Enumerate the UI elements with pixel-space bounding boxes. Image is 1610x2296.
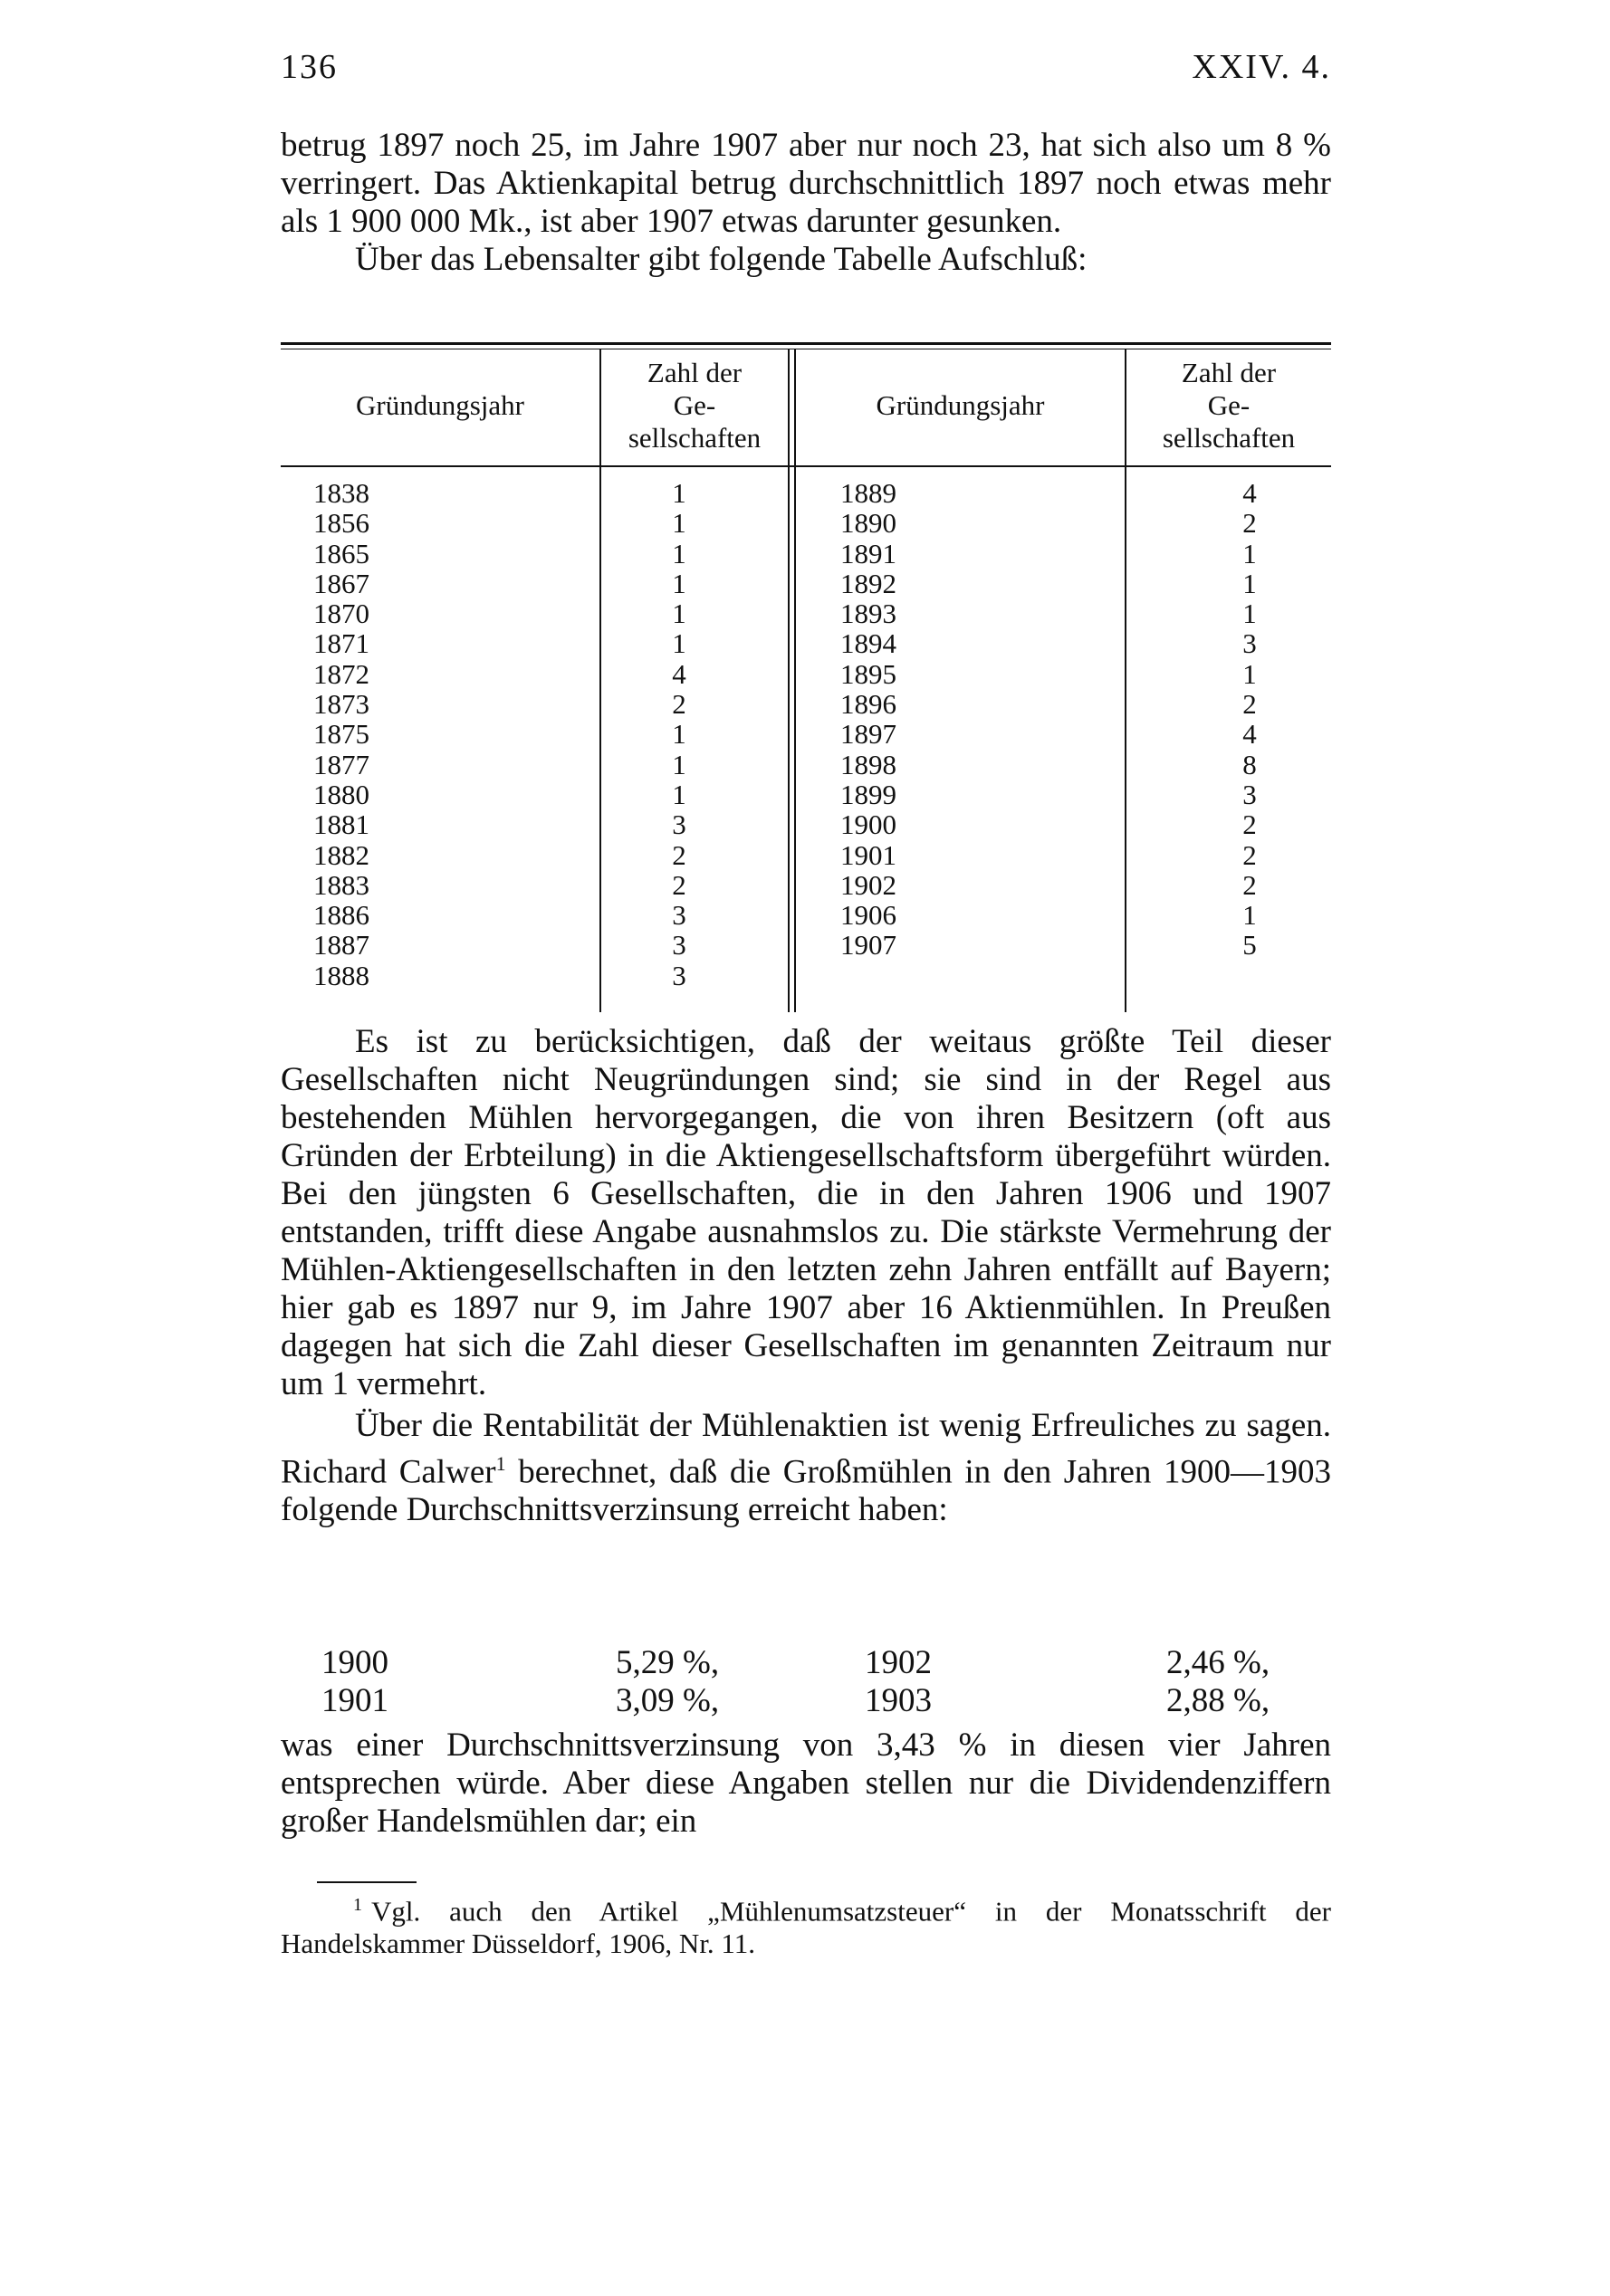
left-counts-column bbox=[643, 478, 715, 990]
table-cell-count: 1 bbox=[672, 778, 686, 810]
yield-value: 3,09 %, bbox=[616, 1682, 720, 1719]
table-cell-count: 2 bbox=[672, 868, 686, 901]
table-cell-count: 3 bbox=[672, 899, 686, 932]
table-cell-count: 1 bbox=[1242, 657, 1257, 690]
right-counts-column bbox=[1213, 478, 1286, 961]
table-cell-year: 1900 bbox=[840, 808, 896, 841]
table-cell-count: 4 bbox=[672, 657, 686, 690]
yield-year: 1902 bbox=[865, 1644, 932, 1681]
table-cell-count: 4 bbox=[1242, 718, 1257, 751]
header-count-line3: sellschaften bbox=[1162, 422, 1296, 454]
header-count-left bbox=[601, 357, 788, 454]
header-year-right: Gründungsjahr bbox=[876, 389, 1045, 421]
table-top-rule bbox=[281, 342, 1331, 345]
table-cell-year: 1898 bbox=[840, 748, 896, 780]
table-cell-count: 8 bbox=[1242, 748, 1257, 780]
header-count-line1: Zahl der bbox=[647, 357, 743, 388]
table-cell-count: 1 bbox=[672, 567, 686, 599]
table-cell-count: 1 bbox=[1242, 537, 1257, 569]
table-cell-year: 1865 bbox=[313, 537, 369, 569]
yield-value: 5,29 %, bbox=[616, 1644, 720, 1681]
paragraph-profitability-a: Über die Rentabilität der Mühlenaktien ist wenig Erfreuliches zu sagen. Richard Calwer bbox=[281, 1407, 1331, 1491]
table-cell-year: 1901 bbox=[840, 838, 896, 871]
table-cell-year: 1889 bbox=[840, 477, 896, 509]
section-number: XXIV. 4. bbox=[1192, 48, 1331, 86]
table-intro: Über das Lebensalter gibt folgende Tabelle Aufschluß: bbox=[355, 241, 1088, 278]
table-cell-count: 1 bbox=[1242, 598, 1257, 630]
table-cell-count: 3 bbox=[1242, 627, 1257, 660]
table-cell-year: 1881 bbox=[313, 808, 369, 841]
footnote-mark: 1 bbox=[353, 1895, 362, 1915]
paragraph-profitability bbox=[281, 1407, 1331, 1529]
yield-year: 1903 bbox=[865, 1682, 932, 1719]
page-body bbox=[281, 47, 1331, 279]
table-cell-year: 1867 bbox=[313, 567, 369, 599]
table-cell-count: 1 bbox=[1242, 899, 1257, 932]
footnote-ref: 1 bbox=[495, 1452, 506, 1475]
table-header-rule bbox=[281, 465, 1331, 467]
table-cell-year: 1896 bbox=[840, 688, 896, 721]
table-cell-count: 2 bbox=[1242, 507, 1257, 540]
table-cell-year: 1871 bbox=[313, 627, 369, 660]
table-cell-count: 2 bbox=[1242, 838, 1257, 871]
table-cell-year: 1877 bbox=[313, 748, 369, 780]
table-cell-count: 2 bbox=[672, 838, 686, 871]
intro-paragraph: betrug 1897 noch 25, im Jahre 1907 aber nur noch 23, hat sich also um 8 % verringert. Das Aktienkapital betrug durchschnittlich 1897 noch etwas mehr als 1 900 000 Mk., ist aber 1907 etwas darunter gesunken. bbox=[281, 127, 1331, 240]
table-cell-count: 3 bbox=[672, 929, 686, 961]
yield-value: 2,46 %, bbox=[1166, 1644, 1270, 1681]
header-year-left: Gründungsjahr bbox=[356, 389, 524, 421]
table-cell-year: 1890 bbox=[840, 507, 896, 540]
right-years-column bbox=[840, 478, 949, 961]
header-count-right bbox=[1126, 357, 1331, 454]
table-cell-count: 3 bbox=[1242, 778, 1257, 810]
table-cell-year: 1872 bbox=[313, 657, 369, 690]
table-cell-year: 1875 bbox=[313, 718, 369, 751]
table-cell-year: 1891 bbox=[840, 537, 896, 569]
table-cell-count: 5 bbox=[1242, 929, 1257, 961]
table-cell-count: 4 bbox=[1242, 477, 1257, 509]
table-cell-count: 2 bbox=[1242, 868, 1257, 901]
table-cell-count: 1 bbox=[672, 477, 686, 509]
footnote-text: Vgl. auch den Artikel „Mühlenumsatzsteuer“ in der Monatsschrift der Handelskammer Düsseldorf, 1906, Nr. 11. bbox=[281, 1895, 1331, 1960]
table-cell-year: 1894 bbox=[840, 627, 896, 660]
table-cell-count: 1 bbox=[672, 537, 686, 569]
table-cell-count: 3 bbox=[672, 959, 686, 991]
table-cell-count: 3 bbox=[672, 808, 686, 841]
founding-year-table bbox=[281, 342, 1331, 1012]
table-cell-year: 1907 bbox=[840, 929, 896, 961]
yield-year: 1901 bbox=[321, 1682, 388, 1719]
table-cell-count: 1 bbox=[672, 598, 686, 630]
table-cell-year: 1902 bbox=[840, 868, 896, 901]
table-cell-year: 1892 bbox=[840, 567, 896, 599]
page-number: 136 bbox=[281, 48, 338, 86]
table-cell-year: 1888 bbox=[313, 959, 369, 991]
header-count-line1: Zahl der bbox=[1181, 357, 1277, 388]
table-cell-count: 1 bbox=[672, 627, 686, 660]
table-cell-year: 1882 bbox=[313, 838, 369, 871]
main-text bbox=[281, 1023, 1331, 1529]
table-cell-year: 1906 bbox=[840, 899, 896, 932]
table-cell-count: 1 bbox=[672, 507, 686, 540]
table-cell-year: 1899 bbox=[840, 778, 896, 810]
paragraph-composition: Es ist zu berücksichtigen, daß der weitaus größte Teil dieser Gesellschaften nicht Neugründungen sind; sie sind in der Regel aus bestehenden Mühlen hervorgegangen, die von ihren Besitzern (oft aus Gründen der Erbteilung) in die Aktiengesellschaftsform übergeführt würden. Bei den jüngsten 6 Gesellschaften, die in den Jahren 1906 und 1907 entstanden, trifft diese Angabe ausnahmslos zu. Die stärkste Vermehrung der Mühlen-Aktiengesellschaften in den letzten zehn Jahren entfällt auf Bayern; hier gab es 1897 nur 9, im Jahre 1907 aber 16 Aktienmühlen. In Preußen dagegen hat sich die Zahl dieser Gesellschaften im genannten Zeitraum nur um 1 vermehrt. bbox=[281, 1023, 1331, 1402]
header-count-line2: Ge- bbox=[673, 389, 716, 421]
table-cell-count: 1 bbox=[672, 718, 686, 751]
table-cell-year: 1838 bbox=[313, 477, 369, 509]
header-count-line3: sellschaften bbox=[628, 422, 762, 454]
table-cell-year: 1886 bbox=[313, 899, 369, 932]
header-count-line2: Ge- bbox=[1207, 389, 1251, 421]
table-cell-count: 2 bbox=[1242, 688, 1257, 721]
table-cell-year: 1895 bbox=[840, 657, 896, 690]
table-cell-year: 1870 bbox=[313, 598, 369, 630]
table-cell-year: 1873 bbox=[313, 688, 369, 721]
yield-year: 1900 bbox=[321, 1644, 388, 1681]
paragraph-dividends: was einer Durchschnittsverzinsung von 3,43 % in diesen vier Jahren entsprechen würde. Aber diese Angaben stellen nur die Dividendenziffern großer Handelsmühlen dar; ein bbox=[281, 1727, 1331, 1840]
footnote bbox=[281, 1889, 1331, 1960]
left-years-column bbox=[313, 478, 422, 990]
table-cell-count: 2 bbox=[1242, 808, 1257, 841]
table-cell-year: 1856 bbox=[313, 507, 369, 540]
running-header bbox=[281, 47, 1331, 101]
table-cell-year: 1897 bbox=[840, 718, 896, 751]
footnote-rule bbox=[317, 1881, 417, 1883]
table-cell-year: 1893 bbox=[840, 598, 896, 630]
double-divider-right bbox=[794, 349, 796, 1012]
table-cell-count: 1 bbox=[672, 748, 686, 780]
yield-value: 2,88 %, bbox=[1166, 1682, 1270, 1719]
paragraph-profitability-b: berechnet, daß die Großmühlen in den Jahren 1900—1903 folgende Durchschnittsverzinsung erreicht haben: bbox=[281, 1453, 1331, 1529]
table-cell-count: 2 bbox=[672, 688, 686, 721]
double-divider-left bbox=[788, 349, 790, 1012]
table-cell-year: 1883 bbox=[313, 868, 369, 901]
table-cell-year: 1880 bbox=[313, 778, 369, 810]
table-cell-year: 1887 bbox=[313, 929, 369, 961]
table-cell-count: 1 bbox=[1242, 567, 1257, 599]
